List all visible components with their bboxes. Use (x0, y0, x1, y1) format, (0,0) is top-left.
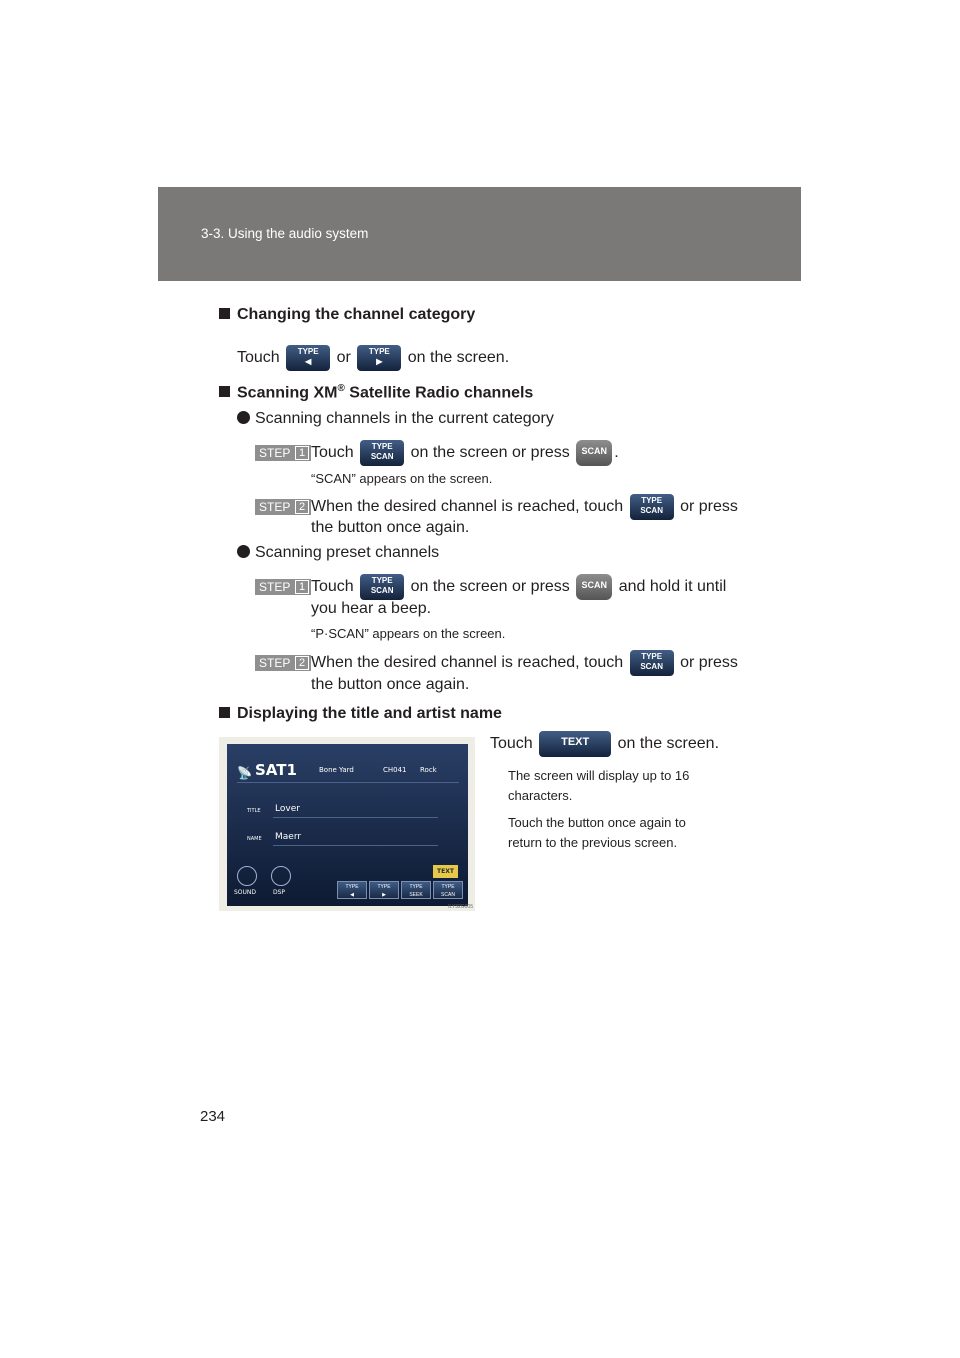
screen-type-scan-button[interactable]: TYPE SCAN (433, 881, 463, 899)
channel-name: Bone Yard (319, 766, 354, 774)
note-return: Touch the button once again to return to the previous screen. (508, 815, 686, 850)
sound-label: SOUND (234, 889, 257, 896)
divider (273, 817, 438, 818)
step2-current-line2: the button once again. (311, 519, 470, 536)
note-scan: “SCAN” appears on the screen. (311, 471, 493, 486)
step2-preset: When the desired channel is reached, touch TYPE SCAN or press (311, 650, 738, 676)
title-label: TITLE (247, 808, 261, 814)
type-scan-button[interactable]: TYPE SCAN (360, 440, 404, 466)
header-bar (158, 187, 801, 281)
text: on the screen. (407, 349, 510, 367)
sound-knob-icon[interactable] (237, 866, 257, 886)
step1-preset: Touch TYPE SCAN on the screen or press SCAN and hold it until (311, 574, 726, 600)
name-value: Maerr (275, 832, 302, 842)
bullet-current-category: Scanning channels in the current category (237, 410, 554, 428)
scan-button[interactable]: SCAN (576, 574, 612, 600)
divider (273, 845, 438, 846)
step-badge: STEP 2 (255, 499, 311, 515)
heading-display-title: Displaying the title and artist name (219, 705, 502, 723)
step1-preset-line2: you hear a beep. (311, 600, 432, 617)
note-pscan: “P·SCAN” appears on the screen. (311, 626, 506, 641)
type-right-button[interactable]: TYPE ▶ (357, 345, 401, 371)
text-button[interactable]: TEXT (539, 731, 611, 757)
step-badge: STEP 2 (255, 655, 311, 671)
dsp-label: DSP (273, 889, 286, 896)
circle-bullet-icon (237, 545, 250, 558)
satellite-icon: 📡 (237, 766, 252, 780)
scan-button[interactable]: SCAN (576, 440, 612, 466)
title-value: Lover (275, 804, 300, 814)
bullet-preset: Scanning preset channels (237, 544, 439, 562)
text: or (336, 349, 351, 367)
type-scan-button[interactable]: TYPE SCAN (360, 574, 404, 600)
page-number: 234 (200, 1108, 226, 1125)
step-badge: STEP 1 (255, 445, 311, 461)
heading-scanning: Scanning XM® Satellite Radio channels (219, 383, 533, 402)
instruction-change-category (237, 345, 509, 371)
channel-number: CH041 (383, 766, 407, 774)
instruction-text-button: Touch TEXT on the screen. (490, 731, 719, 757)
screen-display (227, 744, 468, 906)
step1-current: Touch TYPE SCAN on the screen or press SCAN . (311, 440, 619, 466)
square-bullet-icon (219, 386, 230, 397)
square-bullet-icon (219, 707, 230, 718)
section-title: 3-3. Using the audio system (201, 226, 369, 241)
name-label: NAME (247, 836, 262, 842)
type-scan-button[interactable]: TYPE SCAN (630, 494, 674, 520)
circle-bullet-icon (237, 411, 250, 424)
type-scan-button[interactable]: TYPE SCAN (630, 650, 674, 676)
heading-text: Changing the channel category (237, 306, 476, 323)
step-badge: STEP 1 (255, 579, 311, 595)
screen-type-seek-button[interactable]: TYPE SEEK (401, 881, 431, 899)
audio-screen-illustration (219, 737, 475, 911)
dsp-knob-icon[interactable] (271, 866, 291, 886)
square-bullet-icon (219, 308, 230, 319)
divider (237, 782, 459, 783)
step2-current: When the desired channel is reached, touch TYPE SCAN or press (311, 494, 738, 520)
category: Rock (420, 766, 437, 774)
step2-preset-line2: the button once again. (311, 676, 470, 693)
band-label: SAT1 (255, 761, 297, 779)
figure-code: ILY32G005 (448, 904, 473, 910)
screen-text-button[interactable]: TEXT (433, 865, 458, 878)
screen-type-left-button[interactable]: TYPE ◀ (337, 881, 367, 899)
text: Touch (237, 349, 280, 367)
note-16-chars: The screen will display up to 16 characters. (508, 768, 690, 803)
screen-type-right-button[interactable]: TYPE ▶ (369, 881, 399, 899)
type-left-button[interactable]: TYPE ◀ (286, 345, 330, 371)
heading-change-category (219, 306, 475, 324)
